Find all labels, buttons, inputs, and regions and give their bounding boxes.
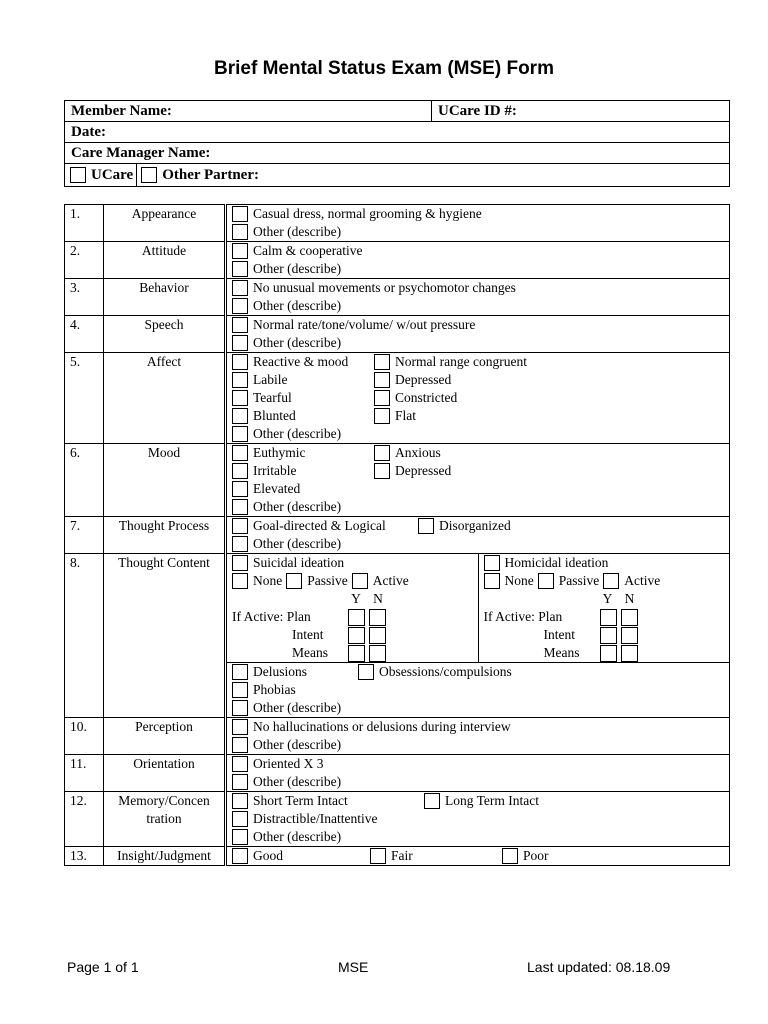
option-checkbox[interactable] xyxy=(424,793,440,809)
page-title: Brief Mental Status Exam (MSE) Form xyxy=(214,58,554,79)
row-label: Appearance xyxy=(104,205,226,242)
member-name-label: Member Name: xyxy=(71,102,172,119)
if-active-plan-label: If Active: Plan xyxy=(232,609,311,624)
partner-row xyxy=(65,164,729,186)
option-checkbox[interactable] xyxy=(232,261,248,277)
means-yes-checkbox[interactable] xyxy=(600,645,617,662)
option-label: Irritable xyxy=(253,463,297,478)
option-label: Euthymic xyxy=(253,445,306,460)
row-number: 2. xyxy=(65,242,104,279)
option-checkbox[interactable] xyxy=(232,811,248,827)
care-manager-label: Care Manager Name: xyxy=(71,144,211,161)
row-label: Affect xyxy=(104,353,226,444)
option-checkbox[interactable] xyxy=(232,829,248,845)
option-label: Active xyxy=(624,573,661,588)
option-label: Reactive & mood xyxy=(253,354,349,369)
other-partner-label: Other Partner: xyxy=(162,166,259,183)
table-row xyxy=(65,279,730,316)
option-label: Other (describe) xyxy=(253,335,342,350)
option-checkbox[interactable] xyxy=(232,463,248,479)
row-number: 6. xyxy=(65,444,104,517)
option-checkbox[interactable] xyxy=(232,793,248,809)
row-label: Thought Process xyxy=(104,517,226,554)
ucare-id-label: UCare ID #: xyxy=(431,101,517,121)
means-yes-checkbox[interactable] xyxy=(348,645,365,662)
option-label: Anxious xyxy=(395,445,441,460)
option-label: Other (describe) xyxy=(253,829,342,844)
mse-table xyxy=(64,204,730,866)
row-number: 10. xyxy=(65,718,104,755)
care-manager-row xyxy=(65,143,729,164)
option-checkbox[interactable] xyxy=(232,408,248,424)
option-label: No hallucinations or delusions during interview xyxy=(253,719,511,734)
homicidal-section xyxy=(478,554,730,662)
option-checkbox[interactable] xyxy=(374,372,390,388)
option-label: None xyxy=(253,573,283,588)
ucare-checkbox[interactable] xyxy=(70,167,86,183)
option-checkbox[interactable] xyxy=(418,518,434,534)
option-label: Flat xyxy=(395,408,417,423)
option-label: Short Term Intact xyxy=(253,793,348,808)
option-checkbox[interactable] xyxy=(232,848,248,864)
other-partner-checkbox[interactable] xyxy=(141,167,157,183)
table-row xyxy=(65,444,730,517)
option-label: Delusions xyxy=(253,664,307,679)
date-row xyxy=(65,122,729,143)
row-number: 1. xyxy=(65,205,104,242)
table-row xyxy=(65,554,730,718)
option-label: Passive xyxy=(558,573,600,588)
footer-center: MSE xyxy=(338,959,369,975)
footer-page: Page 1 of 1 xyxy=(67,959,139,975)
none-checkbox[interactable] xyxy=(484,573,500,589)
homicidal-ideation-checkbox[interactable] xyxy=(484,555,500,571)
row-label: Thought Content xyxy=(104,554,226,718)
option-label: Phobias xyxy=(253,682,296,697)
row-number: 13. xyxy=(65,847,104,866)
intent-yes-checkbox[interactable] xyxy=(600,627,617,644)
option-label: Depressed xyxy=(395,463,452,478)
option-checkbox[interactable] xyxy=(232,390,248,406)
option-label: Constricted xyxy=(395,390,458,405)
suicidal-ideation-checkbox[interactable] xyxy=(232,555,248,571)
option-label: Labile xyxy=(253,372,288,387)
row-number: 8. xyxy=(65,554,104,718)
row-number: 12. xyxy=(65,792,104,847)
active-checkbox[interactable] xyxy=(603,573,619,589)
suicidal-section xyxy=(227,554,478,662)
table-row xyxy=(65,718,730,755)
member-row xyxy=(65,101,729,122)
table-row xyxy=(65,316,730,353)
means-no-checkbox[interactable] xyxy=(369,645,386,662)
option-label: Other (describe) xyxy=(253,261,342,276)
plan-no-checkbox[interactable] xyxy=(621,609,638,626)
obsessions-checkbox[interactable] xyxy=(358,664,374,680)
date-label: Date: xyxy=(71,123,106,140)
none-checkbox[interactable] xyxy=(232,573,248,589)
option-checkbox[interactable] xyxy=(232,499,248,515)
option-checkbox[interactable] xyxy=(232,774,248,790)
option-label: Other (describe) xyxy=(253,700,342,715)
option-checkbox[interactable] xyxy=(232,317,248,333)
option-label: Other (describe) xyxy=(253,426,342,441)
option-label: Homicidal ideation xyxy=(504,555,609,570)
option-checkbox[interactable] xyxy=(502,848,518,864)
option-label: None xyxy=(504,573,534,588)
yes-label: Y xyxy=(351,591,361,606)
if-active-plan-label: If Active: Plan xyxy=(483,609,563,624)
row-number: 11. xyxy=(65,755,104,792)
table-row xyxy=(65,847,730,866)
option-label: Calm & cooperative xyxy=(253,243,363,258)
option-checkbox[interactable] xyxy=(232,737,248,753)
option-label: Long Term Intact xyxy=(445,793,540,808)
plan-yes-checkbox[interactable] xyxy=(348,609,365,626)
option-label: Elevated xyxy=(253,481,301,496)
option-checkbox[interactable] xyxy=(374,354,390,370)
option-checkbox[interactable] xyxy=(232,426,248,442)
row-label: Behavior xyxy=(104,279,226,316)
table-row xyxy=(65,517,730,554)
option-label: Passive xyxy=(307,573,348,588)
footer-updated: Last updated: 08.18.09 xyxy=(527,959,671,975)
option-label: Fair xyxy=(391,848,413,863)
row-label: Insight/Judgment xyxy=(104,847,226,866)
option-label: Other (describe) xyxy=(253,536,342,551)
plan-yes-checkbox[interactable] xyxy=(600,609,617,626)
phobias-checkbox[interactable] xyxy=(232,682,248,698)
option-label: Other (describe) xyxy=(253,737,342,752)
option-label: Other (describe) xyxy=(253,298,342,313)
intent-label: Intent xyxy=(292,627,324,642)
intent-label: Intent xyxy=(543,627,575,642)
option-checkbox[interactable] xyxy=(232,206,248,222)
option-label: Casual dress, normal grooming & hygiene xyxy=(253,206,482,221)
option-checkbox[interactable] xyxy=(232,518,248,534)
row-number: 4. xyxy=(65,316,104,353)
intent-no-checkbox[interactable] xyxy=(621,627,638,644)
row-label: Speech xyxy=(104,316,226,353)
option-label: Active xyxy=(372,573,409,588)
option-checkbox[interactable] xyxy=(232,243,248,259)
row-number: 3. xyxy=(65,279,104,316)
option-label: Other (describe) xyxy=(253,774,342,789)
option-checkbox[interactable] xyxy=(232,335,248,351)
option-label: Disorganized xyxy=(439,518,511,533)
option-checkbox[interactable] xyxy=(232,719,248,735)
table-row xyxy=(65,792,730,847)
option-label: Distractible/Inattentive xyxy=(253,811,378,826)
option-label: Tearful xyxy=(253,390,292,405)
option-checkbox[interactable] xyxy=(374,390,390,406)
option-checkbox[interactable] xyxy=(374,463,390,479)
option-label: Other (describe) xyxy=(253,224,342,239)
option-checkbox[interactable] xyxy=(232,445,248,461)
option-label: No unusual movements or psychomotor changes xyxy=(253,280,516,295)
option-checkbox[interactable] xyxy=(232,700,248,716)
means-label: Means xyxy=(292,645,328,660)
option-checkbox[interactable] xyxy=(232,298,248,314)
row-label: Mood xyxy=(104,444,226,517)
intent-no-checkbox[interactable] xyxy=(369,627,386,644)
yes-label: Y xyxy=(602,591,613,606)
table-row xyxy=(65,755,730,792)
option-checkbox[interactable] xyxy=(374,408,390,424)
option-checkbox[interactable] xyxy=(232,536,248,552)
option-label: Suicidal ideation xyxy=(253,555,345,570)
table-row xyxy=(65,242,730,279)
option-label: Depressed xyxy=(395,372,452,387)
active-checkbox[interactable] xyxy=(352,573,368,589)
row-number: 5. xyxy=(65,353,104,444)
option-label: Normal rate/tone/volume/ w/out pressure xyxy=(253,317,476,332)
option-checkbox[interactable] xyxy=(232,354,248,370)
option-label: Normal range congruent xyxy=(395,354,527,369)
means-label: Means xyxy=(543,645,580,660)
option-checkbox[interactable] xyxy=(370,848,386,864)
row-number: 7. xyxy=(65,517,104,554)
option-checkbox[interactable] xyxy=(232,372,248,388)
table-row xyxy=(65,353,730,444)
option-label: Poor xyxy=(523,848,549,863)
option-label: Oriented X 3 xyxy=(253,756,324,771)
option-checkbox[interactable] xyxy=(232,280,248,296)
no-label: N xyxy=(373,591,383,606)
option-label: Blunted xyxy=(253,408,296,423)
passive-checkbox[interactable] xyxy=(538,573,554,589)
no-label: N xyxy=(624,591,635,606)
option-checkbox[interactable] xyxy=(232,756,248,772)
option-checkbox[interactable] xyxy=(232,224,248,240)
option-label: Good xyxy=(253,848,283,863)
row-label: Perception xyxy=(104,718,226,755)
means-no-checkbox[interactable] xyxy=(621,645,638,662)
option-checkbox[interactable] xyxy=(374,445,390,461)
delusions-checkbox[interactable] xyxy=(232,664,248,680)
row-label: Orientation xyxy=(104,755,226,792)
passive-checkbox[interactable] xyxy=(286,573,302,589)
table-row xyxy=(65,205,730,242)
option-label: Obsessions/compulsions xyxy=(379,664,512,679)
option-label: Other (describe) xyxy=(253,499,342,514)
option-label: Goal-directed & Logical xyxy=(253,518,386,533)
intent-yes-checkbox[interactable] xyxy=(348,627,365,644)
row-label: Memory/Concen tration xyxy=(104,792,226,847)
member-info-table xyxy=(64,100,730,187)
plan-no-checkbox[interactable] xyxy=(369,609,386,626)
row-label: Attitude xyxy=(104,242,226,279)
option-checkbox[interactable] xyxy=(232,481,248,497)
ucare-label: UCare xyxy=(91,166,134,183)
